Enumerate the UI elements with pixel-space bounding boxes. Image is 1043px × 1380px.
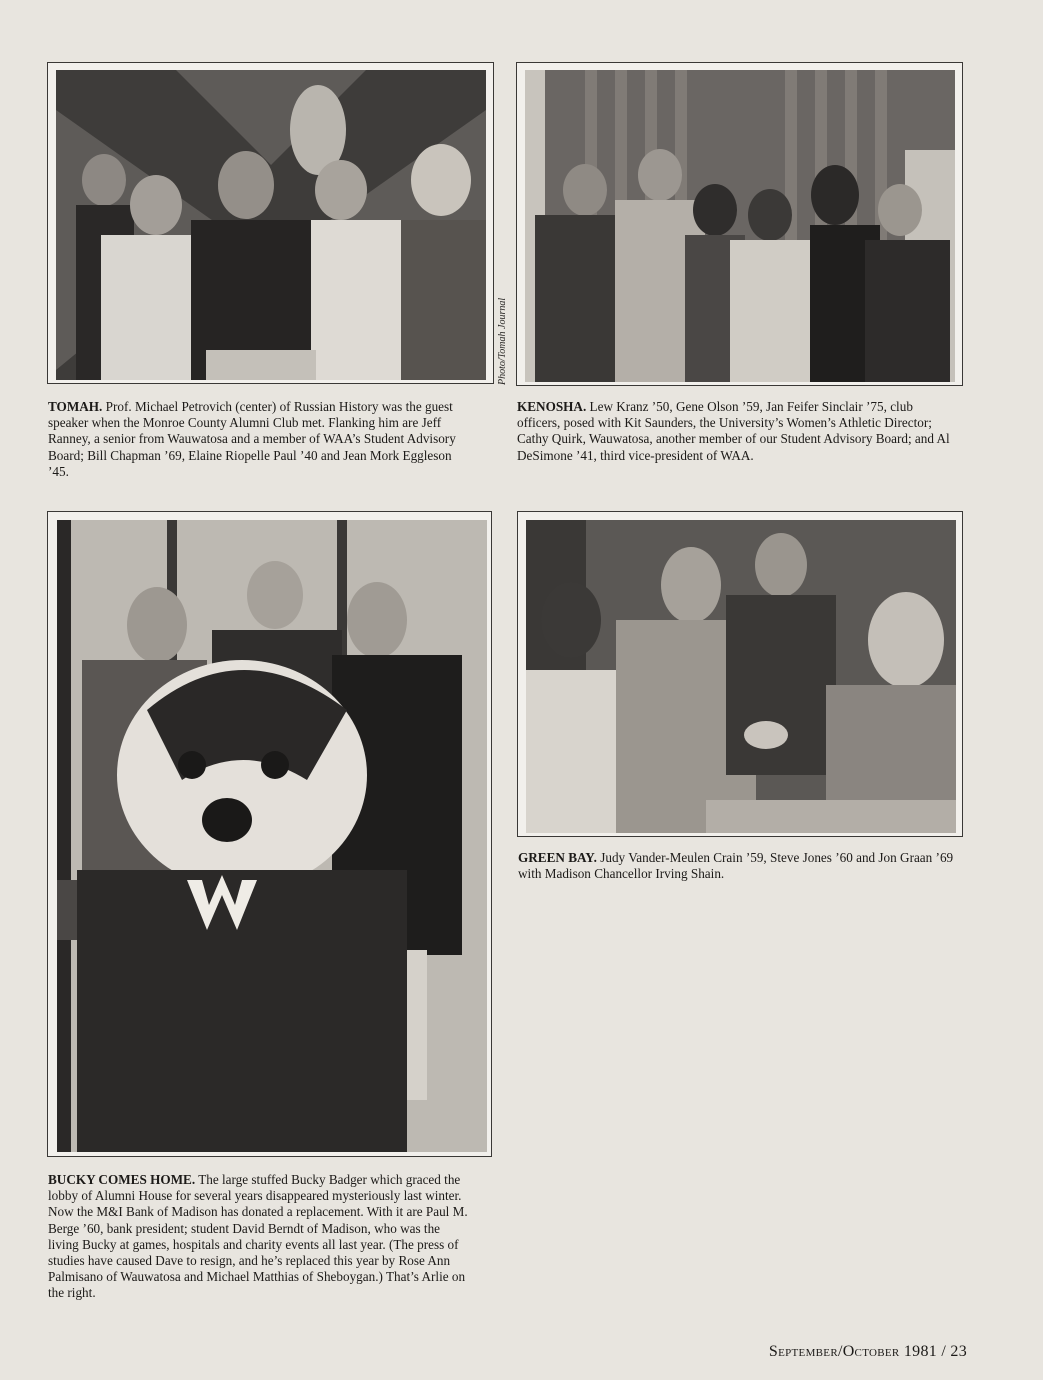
caption-greenbay: GREEN BAY. Judy Vander-Meulen Crain ’59, Steve Jones ’60 and Jon Graan ’69 with Madison Chancellor Irving Shain. bbox=[518, 850, 954, 882]
photo-greenbay bbox=[517, 511, 963, 837]
caption-kenosha: KENOSHA. Lew Kranz ’50, Gene Olson ’59, Jan Feifer Sinclair ’75, club officers, posed with Kit Saunders, the University’s Women’s Athletic Director; Cathy Quirk, Wauwatosa, another member of our Student Advisory Board; and Al DeSimone ’41, third vice-president of WAA. bbox=[517, 399, 950, 463]
caption-lead: GREEN BAY. bbox=[518, 850, 597, 865]
caption-lead: KENOSHA. bbox=[517, 399, 587, 414]
caption-lead: TOMAH. bbox=[48, 399, 103, 414]
photo-bucky bbox=[47, 511, 492, 1157]
caption-lead: BUCKY COMES HOME. bbox=[48, 1172, 196, 1187]
caption-tomah: TOMAH. Prof. Michael Petrovich (center) of Russian History was the guest speaker when the Monroe County Alumni Club met. Flanking him are Jeff Ranney, a senior from Wauwatosa and a member of WAA’s Student Advisory Board; Bill Chapman ’69, Elaine Riopelle Paul ’40 and Jean Mork Eggleson ’45. bbox=[48, 399, 456, 479]
photo-kenosha bbox=[516, 62, 963, 386]
photo-credit: Photo/Tomah Journal bbox=[497, 297, 508, 385]
caption-bucky: BUCKY COMES HOME. The large stuffed Bucky Badger which graced the lobby of Alumni House for several years disappeared mysteriously last winter. Now the M&I Bank of Madison has donated a replacement. With it are Paul M. Berge ’60, bank president; student David Berndt of Madison, who was the living Bucky at games, hospitals and charity events all last year. (The press of studies have caused Dave to resign, and he’s replaced this year by Rose Ann Palmisano of Wauwatosa and Michael Matthias of Sheboygan.) That’s Arlie on the right. bbox=[48, 1172, 468, 1301]
photo-tomah bbox=[47, 62, 494, 384]
page-footer: September/October 1981 / 23 bbox=[768, 1343, 967, 1360]
